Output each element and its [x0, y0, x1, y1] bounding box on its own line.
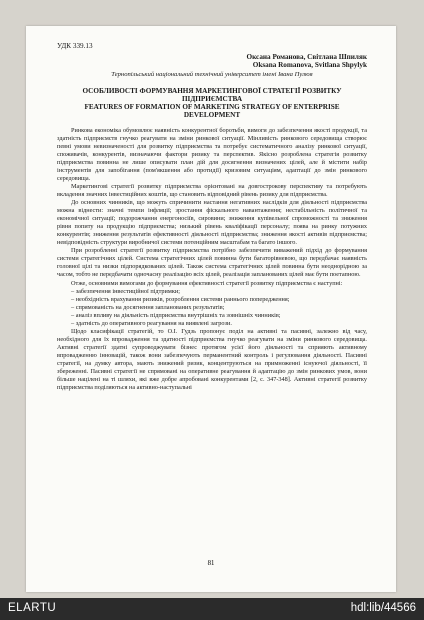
list-item: – аналіз впливу на діяльність підприємства внутрішніх та зовнішніх чинників; — [71, 311, 281, 319]
document-page — [26, 26, 396, 592]
paragraph: Отже, основними вимогами до формування ефективності стратегії розвитку підприємства є наступні: — [71, 279, 343, 287]
authors-en: Oksana Romanova, Svitlana Shpylyk — [252, 61, 367, 70]
paragraph: До основних чинників, що можуть спричинити настання негативних наслідків для діяльності підприємства можна віднести: значні темпи інфляції; зростання фіскального навантаження; нестабільність політичної та економічної ситуації; подорожчання енергоносіїв, сировини; зниження купівельної спроможності та зниження рівня попиту на продукцію підприємства; низький рівень кваліфікації персоналу; поява на ринку потужних конкурентів; зниження результатів ефективності діяльності підприємства; зниження якості активів підприємства; невідповідність структури виробничої системи потенційним масштабам та багато іншого. — [57, 199, 367, 247]
paragraph: Маркетингові стратегії розвитку підприємства орієнтовані на довгострокову перспективу та потребують вкладення значних інвестиційних коштів, що становить відповідний рівень ризику для підприємства. — [57, 182, 367, 198]
list-item: – здатність до оперативного реагування на виявлені загрози. — [71, 319, 232, 327]
list-item: – забезпечення інвестиційної підтримки; — [71, 287, 180, 295]
page-content — [57, 42, 367, 392]
list-item: – необхідність врахування ризиків, розроблення системи раннього попередження; — [71, 295, 290, 303]
authors-ua: Оксана Романова, Світлана Шпиляк — [246, 53, 367, 61]
paragraph: Щодо класифікації стратегій, то О.І. Гудзь пропонує поділ на активні та пасивні, залежно від часу, необхідного для їх впровадження та здатності підприємства гнучко реагувати на зміни ринкового середовища. Активні стратегії здатні супроводжувати бізнес протягом усієї його діяльності та сприяють активному впровадженню інновацій, також вони забезпечують перманентний контроль і регулювання діяльності. Пасивні стратегії, на думку автора, мають знижений ризик, концентруються на примноженні існуючої діяльності, її збереженні. Пасивні стратегії не спрямовані на оперативне реагування й адаптацію до змін ринкових умов, вони більше націлені на ті шляхи, які вже добре апробовані конкурентами [2, с. 347-348]. Активні стратегії розвитку підприємства поділяються на активно-наступальні — [57, 327, 367, 392]
page-number: 81 — [207, 560, 215, 567]
paragraph: Ринкова економіка обумовлює наявність конкурентної боротьби, вимоги до забезпечення якості продукції, та здатність підприємств гнучко реагувати на зміни ринкової ситуації. Мінливість ринкового середовища створює певні умови невизначеності для розвитку підприємства та потребує систематичного аналізу ринкової ситуації, споживачів, конкурентів, визначаючи фактори ризику та перспектив. Якісно розроблена стратегія розвитку підприємства повинна не лише описувати план дій для досягнення визначених цілей, але й містити набір інструментів для запобігання (пом'якшення або протидії) кризовим ситуаціям, адаптації до змін ринкового середовища. — [57, 126, 367, 182]
title-en: FEATURES OF FORMATION OF MARKETING STRATEGY OF ENTERPRISE DEVELOPMENT — [84, 103, 340, 120]
udk-code: УДК 339.13 — [57, 42, 93, 50]
footer-repository-label: ELARTU — [8, 602, 57, 614]
body-text — [57, 127, 367, 393]
title-ua: ОСОБЛИВОСТІ ФОРМУВАННЯ МАРКЕТИНГОВОЇ СТРАТЕГІЇ РОЗВИТКУ ПІДПРИЄМСТВА — [82, 86, 342, 104]
requirements-list — [57, 288, 367, 328]
footer-bar — [0, 598, 424, 620]
affiliation: Тернопільський національний технічний університет імені Івана Пулюя — [111, 70, 313, 78]
paragraph: При розробленні стратегії розвитку підприємства потрібно забезпечити виважений підхід до формування системи стратегічних цілей. Система стратегічних цілей повинна бути багаторівневою, що передбачає наявність головної цілі та низки підпорядкованих цілей. Також система стратегічних цілей повинна бути неоднорідною за часом, тобто не передбачати одночасну реалізацію всіх цілей, реалізація запланованих цілей має бути поетапною. — [57, 247, 367, 279]
list-item: – спрямованість на досягнення запланованих результатів; — [71, 303, 225, 311]
footer-handle-label: hdl:lib/44566 — [350, 602, 416, 614]
